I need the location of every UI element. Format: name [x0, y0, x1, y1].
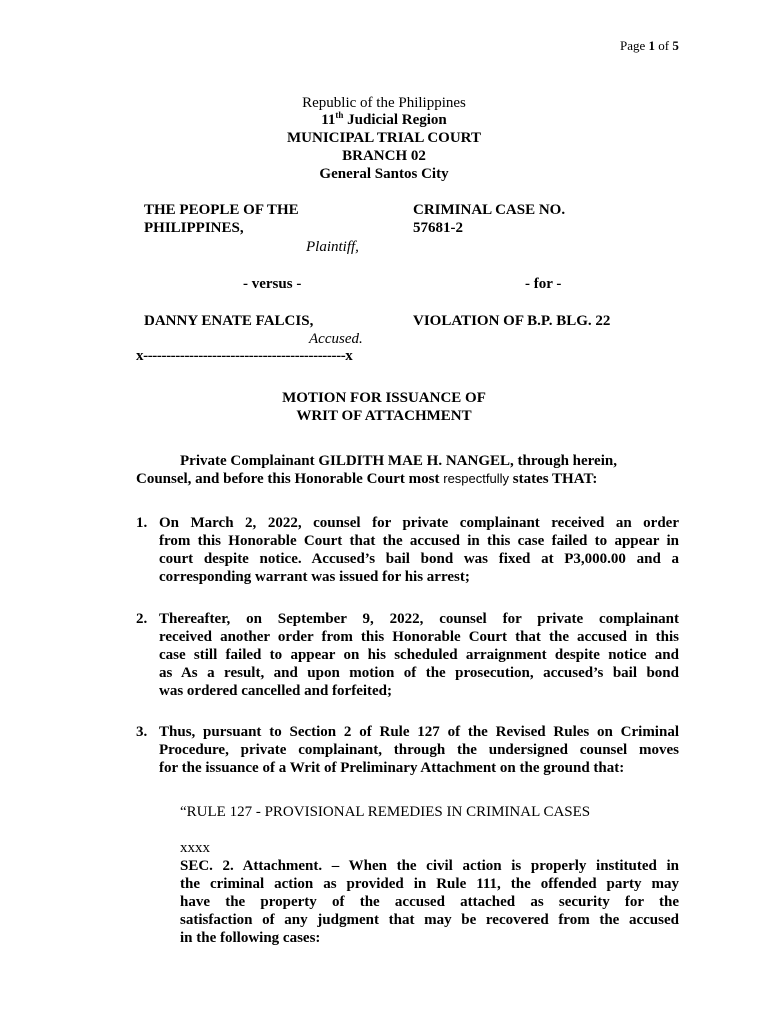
header-republic: Republic of the Philippines	[302, 95, 466, 111]
case-number-label: CRIMINAL CASE NO.	[413, 202, 566, 218]
caption-separator: x--------------------------------------------x	[136, 348, 353, 364]
intro-line2: Counsel, and before this Honorable Court most respectfully states THAT:	[136, 471, 598, 487]
case-number: 57681-2	[413, 220, 463, 236]
header-court: MUNICIPAL TRIAL COURT	[287, 130, 481, 146]
versus-label: - versus -	[243, 276, 302, 292]
item-3-text: Thus, pursuant to Section 2 of Rule 127 of the Revised Rules on Criminal Procedure, private complainant, through the undersigned counsel moves for the issuance of a Writ of Preliminary Attachment on the ground that:	[159, 724, 679, 776]
header-region: 11th Judicial Region	[321, 110, 447, 128]
page-number: Page 1 of 5	[620, 38, 679, 53]
accused-role: Accused.	[309, 331, 363, 347]
quote-heading: “RULE 127 - PROVISIONAL REMEDIES IN CRIMINAL CASES	[180, 804, 591, 820]
quote-xxxx: xxxx	[180, 840, 210, 856]
motion-title-line1: MOTION FOR ISSUANCE OF	[282, 390, 486, 406]
accused-name: DANNY ENATE FALCIS,	[144, 313, 314, 329]
item-number: 3.	[136, 724, 148, 740]
plaintiff-line1: THE PEOPLE OF THE	[144, 202, 299, 218]
plaintiff-line2: PHILIPPINES,	[144, 220, 244, 236]
item-number: 1.	[136, 515, 148, 531]
item-number: 2.	[136, 611, 148, 627]
violation-label: VIOLATION OF B.P. BLG. 22	[413, 313, 611, 329]
quote-section-text: SEC. 2. Attachment. – When the civil action is properly instituted in the criminal action as provided in Rule 111, the offended party may have the property of the accused attached as security for the satisfaction of any judgment that may be recovered from the accused in the following cases:	[180, 858, 679, 946]
for-label: - for -	[525, 276, 562, 292]
item-2-text: Thereafter, on September 9, 2022, counsel for private complainant received another order from this Honorable Court that the accused in this case still failed to appear on his scheduled arraignment despite notice and as As a result, and upon motion of the prosecution, accused’s bail bond was ordered cancelled and forfeited;	[159, 611, 679, 699]
header-city: General Santos City	[319, 166, 449, 182]
motion-title-line2: WRIT OF ATTACHMENT	[296, 408, 472, 424]
plaintiff-role: Plaintiff,	[306, 239, 359, 255]
header-branch: BRANCH 02	[342, 148, 426, 164]
item-1-text: On March 2, 2022, counsel for private complainant received an order from this Honorable Court that the accused in this case failed to appear in court despite notice. Accused’s bail bond was fixed at P3,000.00 and a corresponding warrant was issued for his arrest;	[159, 515, 679, 585]
intro-line1: Private Complainant GILDITH MAE H. NANGEL, through herein,	[180, 453, 617, 469]
